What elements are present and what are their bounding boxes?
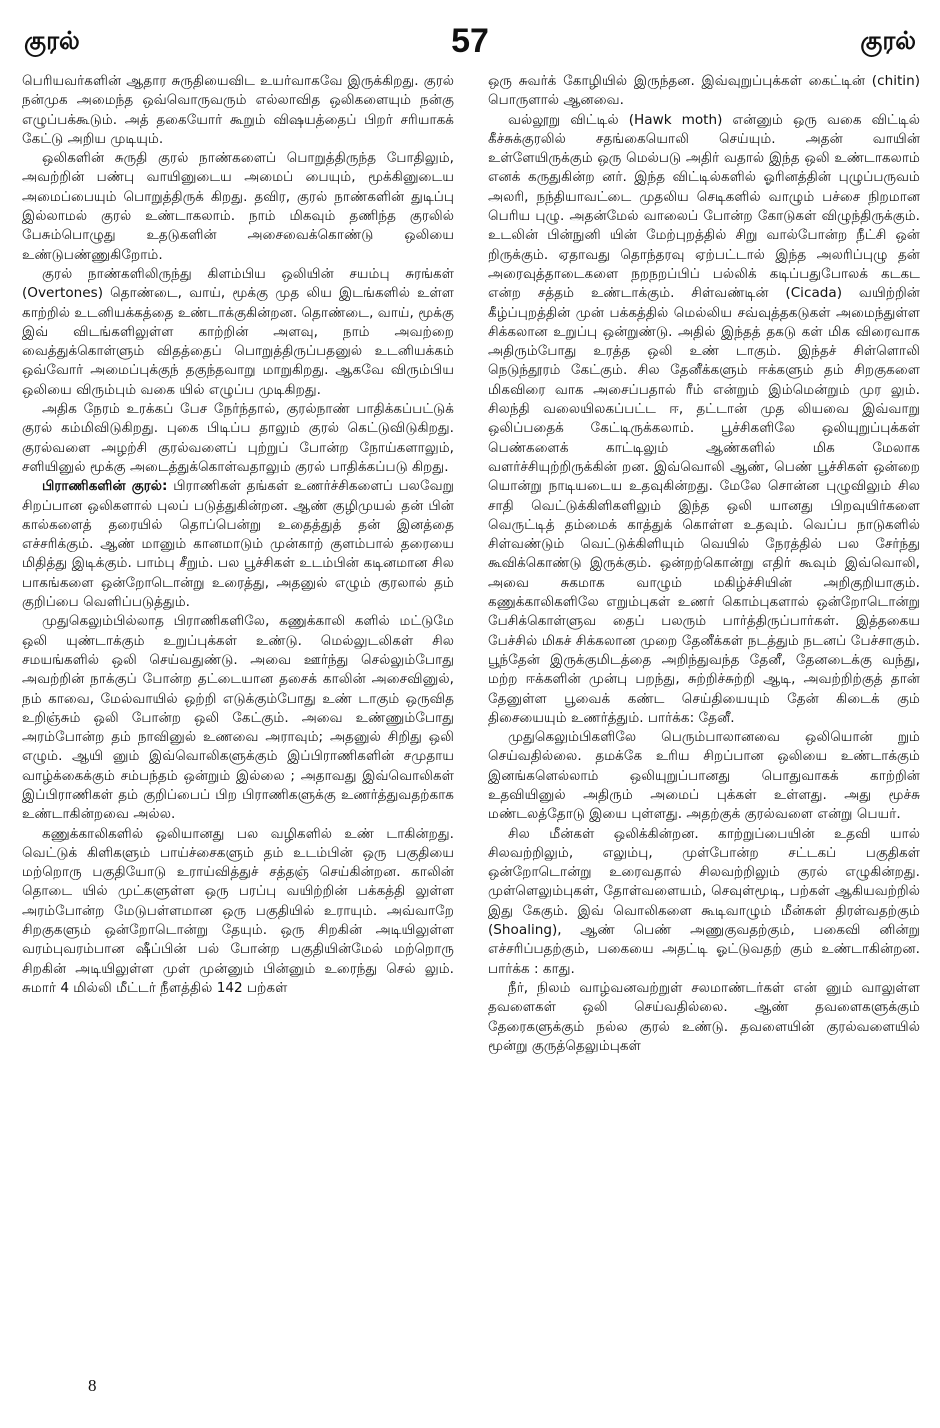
running-head-right: குரல்: [860, 26, 916, 55]
section-heading-animals-voice: பிராணிகளின் குரல்:: [42, 478, 168, 495]
right-column: [488, 72, 920, 1372]
paragraph: கணுக்காலிகளில் ஒலியானது பல வழிகளில் உண் டாகின்றது. வெட்டுக் கிளிகளும் பாய்ச்சைகளும் தம் உடம்பின் ஒரு பகுதியை மற்றொரு பகுதியோடு உராய்வித்துச் சத்தஞ் செய்கின்றன. காலின் தொடை யில் முட்களுள்ள ஒரு பரப்பு வயிற்றின் பக்கத்தி லுள்ள அரம்போன்ற மேடுபள்ளமான ஒரு பகுதியில் உராயும். அவ்வாறே சிறகுகளும் ஒன்றோடொன்று தேயும். ஒரு சிறகின் அடியிலுள்ள வரம்புவரம்பான ஷீப்பின் பல் போன்ற பகுதியின்மேல் மற்றொரு சிறகின் அடியிலுள்ள முள் முன்னும் பின்னும் உரைந்து செல் லும். சுமார் 4 மில்லி மீட்டர் நீளத்தில் 142 பற்கள்: [22, 825, 454, 996]
section-paragraph-animals: [22, 477, 454, 612]
paragraph: குரல் நாண்களிலிருந்து கிளம்பிய ஒலியின் சயம்பு சுரங்கள் (Overtones) தொண்டை, வாய், மூக்கு முத லிய இடங்களில் உள்ள காற்றில் உடனியக்கத்தை உண்டாக்குகின்றன. தொண்டை, வாய், மூக்கு இவ் விடங்களிலுள்ள காற்றின் அளவு, நாம் அவற்றை வைத்துக்கொள்ளும் விதத்தைப் பொறுத்திருப்பதனுல் உடனியக்கம் ஒவ்வோர் அமைப்புக்குந் தகுந்தவாறு மாறுகிறது. ஆகவே விரும்பிய ஒலியை விரும்பும் வகை யில் எழுப்ப முடிகிறது.: [22, 265, 454, 398]
page-number: 57: [451, 22, 489, 60]
paragraph: முதுகெலும்பிகளிலே பெரும்பாலானவை ஒலியொன் றும் செய்வதில்லை. தமக்கே உரிய சிறப்பான ஒலியை உண்டாக்கும் இனங்களெல்லாம் ஒலியுறுப்பானது பொதுவாகக் காற்றின் உதவியினுல் அதிரும் அமைப் புக்கள் உள்ளது. அது மூச்சு மண்டலத்தோடு இயை புள்ளது. அதற்குக் குரல்வளை என்று பெயர்.: [488, 729, 920, 823]
sheet-number: 8: [88, 1376, 97, 1395]
left-column: [22, 72, 454, 1372]
running-head-left: குரல்: [24, 26, 80, 55]
paragraph-text: பிராணிகள் தங்கள் உணர்ச்சிகளைப் பலவேறு சிறப்பான ஒலிகளால் புலப் படுத்துகின்றன. ஆண் குழிமுயல் தன் பின் கால்களைத் தரையில் தொப்பென்று உதைத்துத் தன் இனத்தை எச்சரிக்கும். ஆண் மானும் கானமாடும் முன்காற் குளம்பால் தரையை மிதித்து இடிக்கும். பாம்பு சீறும். பல பூச்சிகள் உடம்பின் கடினமான சில பாகங்களை ஒன்றோடொன்று உரைத்து, அதனுல் எழும் குரலால் தம் குறிப்பை வெளிப்படுத்தும்.: [22, 478, 454, 611]
page-header: [24, 22, 916, 62]
paragraph: அதிக நேரம் உரக்கப் பேச நேர்ந்தால், குரல்நாண் பாதிக்கப்பட்டுக் குரல் கம்மிவிடுகிறது. புகை பிடிப்ப தாலும் குரல் கெட்டுவிடுகிறது. குரல்வளை அழற்சி குரல்வளைப் புற்றுப் போன்ற நோய்களாலும், சளியினுல் மூக்கு அடைத்துக்கொள்வதாலும் குரல் பாதிக்கப்படு கிறது.: [22, 401, 454, 475]
paragraph: முதுகெலும்பில்லாத பிராணிகளிலே, கணுக்காலி களில் மட்டுமே ஒலி யுண்டாக்கும் உறுப்புக்கள் உண்டு. மெல்லுடலிகள் சில சமயங்களில் ஒலி செய்வதுண்டு. அவை ஊர்ந்து செல்லும்போது அவற்றின் நாக்குப் போன்ற தட்டையான தசைக் காலின் அசைவினுல், நம் காவை, மேல்வாயில் ஒற்றி எடுக்கும்போது உண் டாகும் ஒருவித உறிஞ்சும் ஒலி போன்ற ஒலி கேட்கும். அவை உண்ணும்போது அரம்போன்ற தம் நாவினுல் உணவை அராவும்; அதனுல் சிறிது ஒலி எழும். ஆயி னும் இவ்வொலிகளுக்கும் இப்பிராணிகளின் சமுதாய வாழ்க்கைக்கும் சம்பந்தம் ஒன்றும் இல்லை ; அதாவது இவ்வொலிகள் இப்பிராணிகள் தம் குறிப்பைப் பிற பிராணிகளுக்கு உணர்த்துவதற்காக உண்டாகின்றவை அல்ல.: [22, 613, 454, 823]
paragraph: நீர், நிலம் வாழ்வனவற்றுள் சலமாண்டர்கள் என் னும் வாலுள்ள தவளைகள் ஒலி செய்வதில்லை. ஆண் தவளைகளுக்கும் தேரைகளுக்கும் நல்ல குரல் உண்டு. தவளையின் குரல்வளையில் மூன்று குருத்தெலும்புகள்: [488, 979, 920, 1054]
paragraph: ஒலிகளின் சுருதி குரல் நாண்களைப் பொறுத்திருந்த போதிலும், அவற்றின் பண்பு வாயினுடைய அமைப் பையும், மூக்கினுடைய அமைப்பையும் பொறுத்திருக் கிறது. தவிர, குரல் நாண்களின் துடிப்பு இல்லாமல் குரல் உண்டாகலாம். நாம் மிகவும் தணிந்த குரலில் பேசும்பொழுது உதடுகளின் அசைவைக்கொண்டு ஒலியை உண்டுபண்ணுகிறோம்.: [22, 150, 454, 263]
paragraph: ஒரு சுவர்க் கோழியில் இருந்தன. இவ்வுறுப்புக்கள் கைட்டின் (chitin) பொருளால் ஆனவை.: [488, 73, 920, 109]
paragraph: பெரியவர்களின் ஆதார சுருதியைவிட உயர்வாகவே இருக்கிறது. குரல் நன்முக அமைந்த ஒவ்வொருவரும் எல்லாவித ஒலிகளையும் நன்கு எழுப்பக்கூடும். அத் தகையோர் கூறும் விஷயத்தைப் பிறர் சரியாகக் கேட்டு அறிய முடியும்.: [22, 73, 454, 147]
text-columns: [22, 72, 920, 1372]
paragraph: சில மீன்கள் ஒலிக்கின்றன. காற்றுப்பையின் உதவி யால் சிலவற்றிலும், எலும்பு, முள்போன்ற சட்டகப் பகுதிகள் ஒன்றோடொன்று உரைவதால் சிலவற்றிலும் குரல் எழுகின்றது. முள்ளெலும்புகள், தோள்வளையம், செவுள்மூடி, பற்கள் ஆகியவற்றில் இது கேகும். இவ் வொலிகளை கூடிவாழும் மீன்கள் திரள்வதற்கும் (Shoaling), ஆண் பெண் அணுகுவதற்கும், பகைவி னின்று எச்சரிப்பதற்கும், பகையை அதட்டி ஓட்டுவதற் கும் உண்டாகின்றன. பார்க்க : காது.: [488, 825, 920, 977]
paragraph: வல்லூறு விட்டில் (Hawk moth) என்னும் ஒரு வகை விட்டில் கீச்சுக்குரலில் சதங்கையொலி செய்யும். அதன் வாயின் உள்ளேயிருக்கும் ஒரு மெல்படு அதிர் வதால் இந்த ஒலி உண்டாகலாம் எனக் கருதுகின்ற னர். இந்த விட்டில்களில் ஓரினத்தின் புழுப்பருவம் அலரி, நந்தியாவட்டை முதலிய செடிகளில் வாழும் பச்சை நிறமான பெரிய புழு. அதன்மேல் வாலைப் போன்ற கோடுகள் விழுந்திருக்கும். உடலின் பின்நுனி யின் மேற்புறத்தில் சிறு வால்போன்ற நீட்சி ஒன் றிருக்கும். ஏதாவது தொந்தரவு ஏற்பட்டால் இந்த அலரிப்புழு தன் அரைவுத்தாடைகளை நறநறப்பிப் பல்லிக் கடிப்பதுபோலக் கடகட என்ற சத்தம் உண்டாக்கும். சிள்வண்டின் (Cicada) வயிற்றின் கீழ்ப்புறத்தின் முன் பக்கத்தில் மெல்லிய சவ்வுத்தகடுகள் அமைந்துள்ள சிக்கலான உறுப்பு ஒன்றுண்டு. அதில் இந்தத் தகடு கள் மிக விரைவாக அதிரும்போது உரத்த ஒலி உண் டாகும். இந்தச் சிள்ளொலி நெடுந்தூரம் கேட்கும். சில தேனீக்களும் ஈக்களும் தம் சிறகுகளை மிகவிரை வாக அசைப்பதால் ரீம் என்றும் இம்மென்றும் முர லும். சிலந்தி வலையிலகப்பட்ட ஈ, தட்டான் முத லியவை இவ்வாறு ஒலிப்பதைக் கேட்டிருக்கலாம். பூச்சிகளிலே ஒலியுறுப்புக்கள் பெண்களைக் காட்டிலும் ஆண்களில் மிக மேலாக வளர்ச்சியுற்றிருக்கின் றன. இவ்வொலி ஆண், பெண் பூச்சிகள் ஒன்றை யொன்று நாடியடைய உதவுகின்றது. மேலே சொன்ன புழுவிலும் சில சாதி வெட்டுக்கிளிகளிலும் இந்த ஒலி யானது பிறவுயிர்களை வெருட்டித் தம்மைக் காத்துக் கொள்ள உதவும். வெப்ப நாடுகளில் சிள்வண்டும் வெட்டுக்கிளியும் வெயில் நேரத்தில் பல சேர்ந்து கூவிக்கொண்டு இருக்கும். ஒன்றற்கொன்று எதிர் கூவும் இவ்வொலி, அவை சுகமாக வாழும் மகிழ்ச்சியின் அறிகுறியாகும். கணுக்காலிகளிலே எறும்புகள் உணர் கொம்புகளால் ஒன்றோடொன்று பேசிக்கொள்ளுவ தைப் பலரும் பார்த்திருப்பார்கள். இத்தகைய பேச்சில் மிகச் சிக்கலான முறை தேனீக்கள் நடத்தும் நடனப் பேச்சாகும். பூந்தேன் இருக்குமிடத்தை அறிந்துவந்த தேனீ, தேனடைக்கு வந்து, மற்ற ஈக்களின் முன்பு பறந்து, சுற்றிச்சுற்றி ஆடி, அவற்றிற்குத் தான் தேனுள்ள பூவைக் கண்ட செய்தியையும் தேன் கிடைக் கும் திசையையும் உணர்த்தும். பார்க்க: தேனீ.: [488, 111, 920, 726]
